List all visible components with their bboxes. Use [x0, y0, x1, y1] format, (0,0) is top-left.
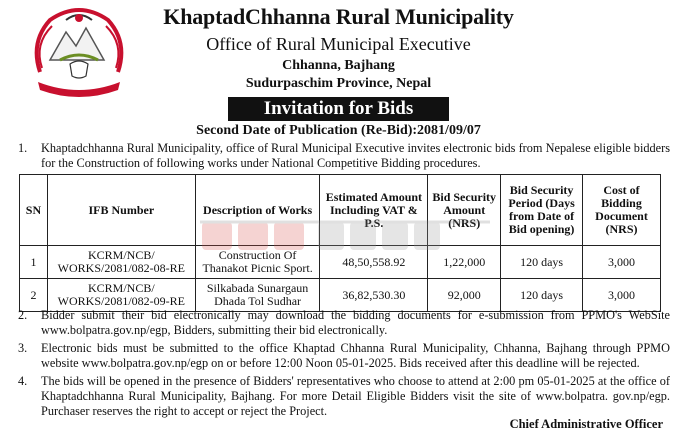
clause-4	[18, 374, 670, 419]
cell-desc	[195, 279, 320, 312]
invitation-banner: Invitation for Bids	[228, 97, 449, 121]
cell-security: 92,000	[428, 279, 501, 312]
ifb-line2: WORKS/2081/082-09-RE	[57, 294, 186, 308]
col-amount: Estimated Amount Including VAT & P.S.	[320, 175, 428, 246]
bids-table	[19, 174, 661, 312]
ifb-line2: WORKS/2081/082-08-RE	[57, 261, 186, 275]
province-line: Sudurpaschim Province, Nepal	[245, 76, 432, 91]
signoff: Chief Administrative Officer	[509, 417, 663, 431]
clause-number: 1.	[18, 141, 28, 155]
col-period: Bid Security Period (Days from Date of Bid opening)	[501, 175, 583, 246]
clause-text: Bidder submit their bid electronically may download the bidding documents for e-submission from PPMO's WebSite www.bolpatra.gov.np/egp, Bidders, submitting their bid electronically.	[41, 308, 670, 337]
clause-2	[18, 308, 670, 338]
clause-text: The bids will be opened in the presence of Bidders' representatives who choose to attend at 2:00 pm 05-01-2025 at the office of Khaptadchhanna Rural Municipality, Bajhang. For more Detail Eligible Bidders visit the site of www.bolpatra. gov.np/egp. Purchaser reserves the right to accept or reject the Project.	[41, 374, 670, 418]
cell-amount: 36,82,530.30	[320, 279, 428, 312]
col-desc: Description of Works	[195, 175, 320, 246]
cell-security: 1,22,000	[428, 246, 501, 279]
clause-number: 4.	[18, 374, 28, 388]
cell-sn: 1	[20, 246, 48, 279]
col-sn: SN	[20, 175, 48, 246]
location-line: Chhanna, Bajhang	[282, 58, 395, 73]
col-ifb: IFB Number	[47, 175, 195, 246]
table-row	[20, 246, 661, 279]
clause-text: Khaptadchhanna Rural Municipality, office of Rural Municipal Executive invites electronic bids from Nepalese eligible bidders for the Construction of following works under National Competitive Bidding procedures.	[41, 141, 670, 170]
cell-cost: 3,000	[583, 279, 661, 312]
desc-line2: Dhada Tol Sudhar	[214, 294, 302, 308]
publication-date: Second Date of Publication (Re-Bid):2081/09/07	[196, 123, 481, 138]
ifb-line1: KCRM/NCB/	[88, 248, 155, 262]
cell-cost: 3,000	[583, 246, 661, 279]
col-security: Bid Security Amount (NRS)	[428, 175, 501, 246]
municipality-title: KhaptadChhanna Rural Municipality	[163, 4, 514, 29]
office-title: Office of Rural Municipal Executive	[206, 34, 471, 54]
clause-number: 3.	[18, 341, 28, 355]
col-cost: Cost of Bidding Document (NRS)	[583, 175, 661, 246]
clause-text: Electronic bids must be submitted to the office Khaptad Chhanna Rural Municipality, Chhanna, Bajhang through PPMO website www.bolpatra.gov.np/egp on or before 12:00 Noon 05-01-2025. Bids received after this deadline will be rejected.	[41, 341, 670, 370]
cell-desc	[195, 246, 320, 279]
table-header-row	[20, 175, 661, 246]
clause-1	[18, 141, 670, 171]
desc-line1: Silkabada Sunargaun	[206, 281, 309, 295]
ifb-line1: KCRM/NCB/	[88, 281, 155, 295]
cell-sn: 2	[20, 279, 48, 312]
cell-ifb	[47, 246, 195, 279]
cell-amount: 48,50,558.92	[320, 246, 428, 279]
desc-line2: Thanakot Picnic Sport.	[202, 261, 313, 275]
table-row	[20, 279, 661, 312]
desc-line1: Construction Of	[218, 248, 297, 262]
cell-period: 120 days	[501, 279, 583, 312]
cell-period: 120 days	[501, 246, 583, 279]
clause-number: 2.	[18, 308, 28, 322]
cell-ifb	[47, 279, 195, 312]
clause-3	[18, 341, 670, 371]
